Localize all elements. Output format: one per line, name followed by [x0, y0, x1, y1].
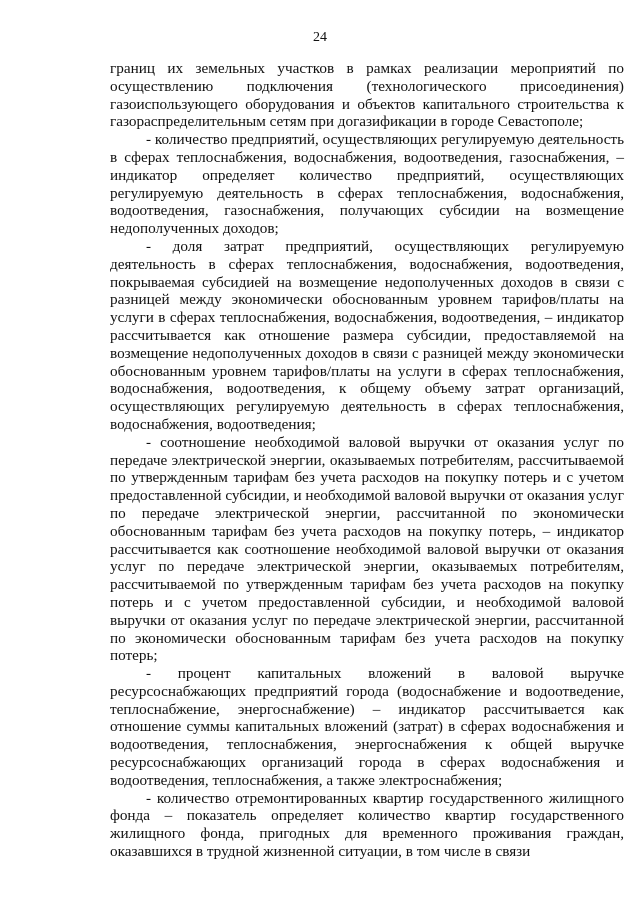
- paragraph-renovated-apartments-count: - количество отремонтированных квартир государственного жилищного фонда – показатель определяет количество квартир государственного жилищного фонда, пригодных для временного проживания граждан, оказавшихся в трудной жизненной ситуации, в том числе в связи: [110, 789, 624, 861]
- paragraph-gross-revenue-ratio: - соотношение необходимой валовой выручки от оказания услуг по передаче электрической энергии, оказываемых потребителям, рассчитываемой по утвержденным тарифам без учета расходов на покупку потерь и с учетом предоставленной субсидии, и необходимой валовой выручки от оказания услуг по передаче электрической энергии, рассчитанной по экономически обоснованным тарифам без учета расходов на покупку потерь, – индикатор рассчитывается как соотношение необходимой валовой выручки от оказания услуг по передаче электрической энергии, оказываемых потребителям, рассчитываемой по утвержденным тарифам без учета расходов на покупку потерь и с учетом предоставленной субсидии, и необходимой валовой выручки от оказания услуг по передаче электрической энергии, рассчитанной по экономически обоснованным тарифам без учета расходов на покупку потерь;: [110, 433, 624, 665]
- paragraph-capital-investment-percent: - процент капитальных вложений в валовой выручке ресурсоснабжающих предприятий города (водоснабжение и водоотведение, теплоснабжение, энергоснабжение) – индикатор рассчитывается как отношение суммы капитальных вложений (затрат) в сферах водоснабжения и водоотведения, теплоснабжения, энергоснабжения к общей выручке ресурсоснабжающих организаций города в сферах водоснабжения и водоотведения, теплоснабжения, а также электроснабжения;: [110, 665, 624, 789]
- paragraph-land-plots-continuation: границ их земельных участков в рамках реализации мероприятий по осуществлению подключения (технологического присоединения) газоиспользующего оборудования и объектов капитального строительства к газораспределительным сетям при догазификации в городе Севастополе;: [110, 60, 624, 131]
- page-number: 24: [313, 30, 327, 45]
- paragraph-regulated-enterprises-count: - количество предприятий, осуществляющих регулируемую деятельность в сферах теплоснабжения, водоснабжения, водоотведения, газоснабжения, – индикатор определяет количество предприятий, осуществляющих регулируемую деятельность в сферах теплоснабжения, водоснабжения, водоотведения, газоснабжения, получающих субсидии на возмещение недополученных доходов;: [110, 131, 624, 238]
- document-body: [110, 60, 624, 861]
- paragraph-subsidy-cost-share: - доля затрат предприятий, осуществляющих регулируемую деятельность в сферах теплоснабжения, водоснабжения, водоотведения, покрываемая субсидией на возмещение недополученных доходов в связи с разницей между экономически обоснованным уровнем тарифов/платы на услуги в сферах теплоснабжения, водоснабжения, водоотведения, – индикатор рассчитывается как отношение размера субсидии, предоставляемой на возмещение недополученных доходов в связи с разницей между экономически обоснованным уровнем тарифов/платы на услуги в сферах теплоснабжения, водоснабжения, водоотведения, к общему объему затрат организаций, осуществляющих регулируемую деятельность в сферах теплоснабжения, водоснабжения, водоотведения;: [110, 237, 624, 433]
